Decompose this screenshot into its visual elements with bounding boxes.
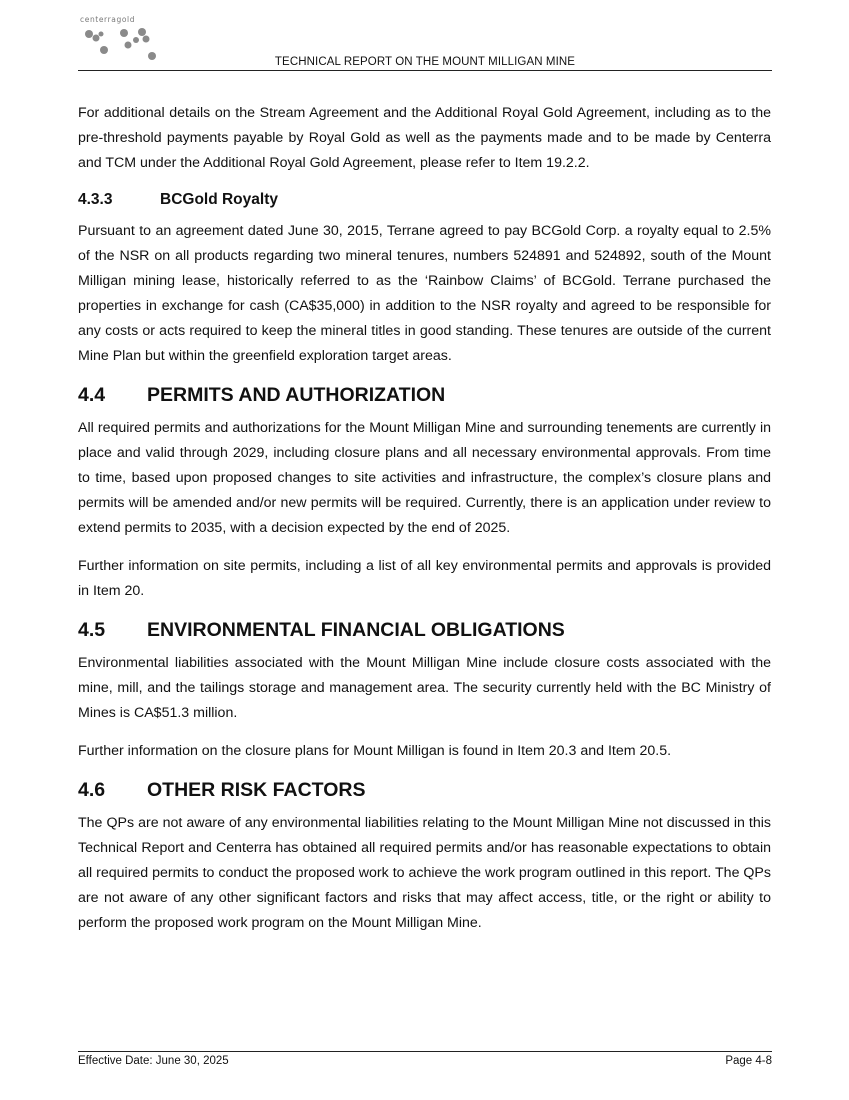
section-number: 4.3.3 <box>78 191 113 208</box>
section-title: ENVIRONMENTAL FINANCIAL OBLIGATIONS <box>147 619 565 641</box>
page-footer <box>78 1051 772 1067</box>
section-heading-4-6 <box>78 777 771 803</box>
permits-paragraph-1: All required permits and authorizations for the Mount Milligan Mine and surrounding tenements are currently in place and valid through 2029, including closure plans and all necessary environmental approvals. From time to time, based upon proposed changes to site activities and infrastructure, the complex’s closure plans and permits will be amended and/or new permits will be required. Currently, there is an application under review to extend permits to 2035, with a decision expected by the end of 2025. <box>78 420 771 536</box>
section-heading-4-5 <box>78 617 771 643</box>
report-title: TECHNICAL REPORT ON THE MOUNT MILLIGAN MINE <box>274 56 576 68</box>
section-title: OTHER RISK FACTORS <box>147 779 366 801</box>
section-title: PERMITS AND AUTHORIZATION <box>147 384 446 406</box>
section-title: BCGold Royalty <box>160 191 278 208</box>
intro-paragraph: For additional details on the Stream Agreement and the Additional Royal Gold Agreement, including as to the pre-threshold payments payable by Royal Gold as well as the payments made and to be made by Centerra and TCM under the Additional Royal Gold Agreement, please refer to Item 19.2.2. <box>78 105 771 171</box>
section-heading-4-4 <box>78 382 771 408</box>
bcgold-royalty-paragraph: Pursuant to an agreement dated June 30, 2015, Terrane agreed to pay BCGold Corp. a royalty equal to 2.5% of the NSR on all products regarding two mineral tenures, numbers 524891 and 524892, south of the Mount Milligan mining lease, historically referred to as the ‘Rainbow Claims’ of BCGold. Terrane purchased the properties in exchange for cash (CA$35,000) in addition to the NSR royalty and agreed to be responsible for any costs or acts required to keep the mineral titles in good standing. These tenures are outside of the current Mine Plan but within the greenfield exploration target areas. <box>78 223 771 364</box>
page-content <box>78 101 771 949</box>
financial-obligations-paragraph-2: Further information on the closure plans for Mount Milligan is found in Item 20.3 and Item 20.5. <box>78 743 672 759</box>
risk-factors-paragraph: The QPs are not aware of any environmental liabilities relating to the Mount Milligan Mine not discussed in this Technical Report and Centerra has obtained all required permits and/or has reasonable expectations to obtain all required permits to conduct the proposed work to achieve the work program outlined in this report. The QPs are not aware of any other significant factors and risks that may affect access, title, or the right or ability to perform the proposed work program on the Mount Milligan Mine. <box>78 815 771 931</box>
permits-paragraph-2: Further information on site permits, including a list of all key environmental permits and approvals is provided in Item 20. <box>78 558 771 599</box>
page-header <box>78 12 772 71</box>
logo-wordmark: centerragold <box>80 15 136 24</box>
financial-obligations-paragraph-1: Environmental liabilities associated with the Mount Milligan Mine include closure costs associated with the mine, mill, and the tailings storage and management area. The security currently held with the BC Ministry of Mines is CA$51.3 million. <box>78 655 771 721</box>
section-number: 4.4 <box>78 384 106 406</box>
section-heading-4-3-3 <box>78 189 771 211</box>
page-number: Page 4-8 <box>725 1055 772 1067</box>
effective-date: Effective Date: June 30, 2025 <box>78 1055 229 1067</box>
section-number: 4.6 <box>78 779 106 801</box>
section-number: 4.5 <box>78 619 106 641</box>
